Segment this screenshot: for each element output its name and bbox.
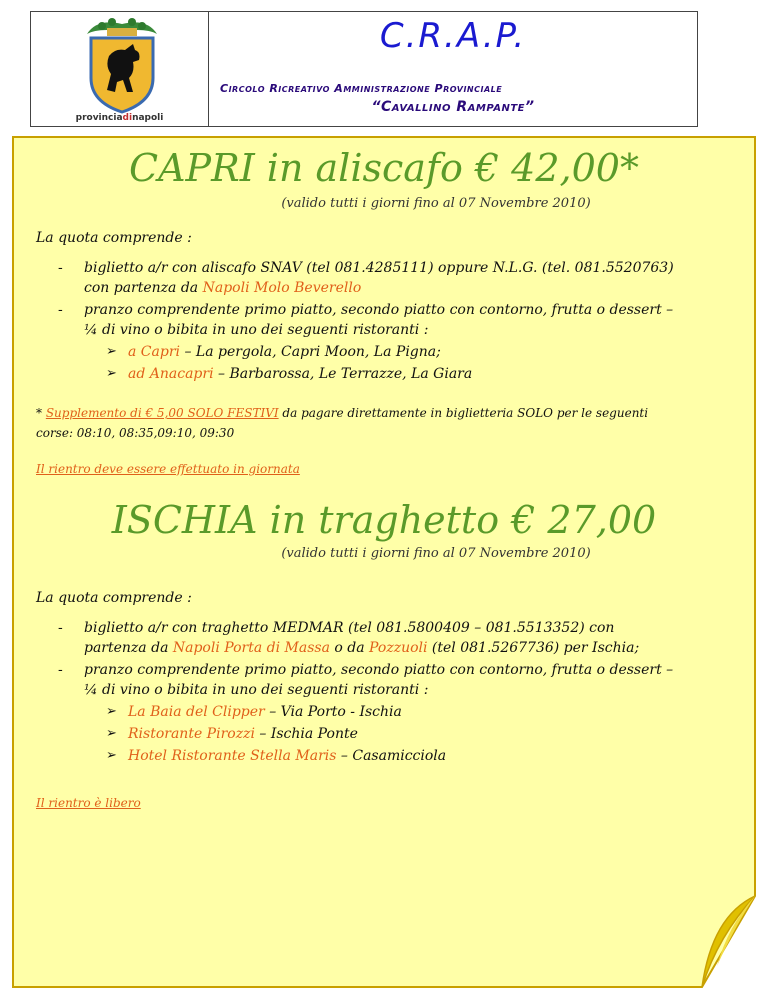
arrow-bullet-icon: ➢ bbox=[106, 704, 117, 719]
ischia-intro: La quota comprende : bbox=[36, 590, 192, 606]
dash-bullet: - bbox=[58, 620, 63, 636]
capri-item1-line2: con partenza da Napoli Molo Beverello bbox=[84, 280, 362, 296]
dash-bullet: - bbox=[58, 260, 63, 276]
note-content bbox=[12, 136, 756, 988]
capri-item2-line1: pranzo comprendente primo piatto, secondo piatto con contorno, frutta o dessert – bbox=[84, 302, 674, 318]
horse-crest-icon bbox=[77, 16, 167, 116]
ischia-title: ISCHIA in traghetto € 27,00 bbox=[111, 498, 657, 542]
capri-restaurant-1: a Capri – La pergola, Capri Moon, La Pigna; bbox=[128, 344, 441, 360]
ischia-restaurant-3: Hotel Ristorante Stella Maris – Casamicciola bbox=[128, 748, 447, 764]
capri-return-link[interactable]: Il rientro deve essere effettuato in giornata bbox=[36, 462, 300, 476]
capri-intro: La quota comprende : bbox=[36, 230, 192, 246]
header-box bbox=[30, 11, 698, 127]
ischia-item1-line2: partenza da Napoli Porta di Massa o da Pozzuoli (tel 081.5267736) per Ischia; bbox=[84, 640, 640, 656]
capri-item1-line1: biglietto a/r con aliscafo SNAV (tel 081.4285111) oppure N.L.G. (tel. 081.5520763) bbox=[84, 260, 674, 276]
ischia-item2-line1: pranzo comprendente primo piatto, secondo piatto con contorno, frutta o dessert – bbox=[84, 662, 674, 678]
capri-supplement-line2: corse: 08:10, 08:35,09:10, 09:30 bbox=[36, 426, 235, 440]
supplement-link[interactable]: Supplemento di € 5,00 SOLO FESTIVI bbox=[45, 406, 279, 420]
ischia-restaurant-2: Ristorante Pirozzi – Ischia Ponte bbox=[128, 726, 358, 742]
header-subtitle-2: “Cavallino Rampante” bbox=[371, 99, 535, 115]
ischia-restaurant-1: La Baia del Clipper – Via Porto - Ischia bbox=[128, 704, 402, 720]
logo-caption: provinciadinapoli bbox=[75, 113, 164, 123]
logo-cell bbox=[31, 12, 209, 126]
arrow-bullet-icon: ➢ bbox=[106, 726, 117, 741]
capri-validity: (valido tutti i giorni fino al 07 Novembre 2010) bbox=[281, 196, 591, 211]
dash-bullet: - bbox=[58, 662, 63, 678]
dash-bullet: - bbox=[58, 302, 63, 318]
ischia-return-link[interactable]: Il rientro è libero bbox=[36, 796, 141, 810]
capri-supplement: * Supplemento di € 5,00 SOLO FESTIVI da pagare direttamente in biglietteria SOLO per le seguenti bbox=[36, 406, 649, 420]
ischia-validity: (valido tutti i giorni fino al 07 Novembre 2010) bbox=[281, 546, 591, 561]
ischia-item2-line2: ¼ di vino o bibita in uno dei seguenti ristoranti : bbox=[84, 682, 429, 698]
arrow-bullet-icon: ➢ bbox=[106, 748, 117, 763]
ischia-item1-line1: biglietto a/r con traghetto MEDMAR (tel 081.5800409 – 081.5513352) con bbox=[84, 620, 615, 636]
capri-restaurant-2: ad Anacapri – Barbarossa, Le Terrazze, La Giara bbox=[128, 366, 473, 382]
arrow-bullet-icon: ➢ bbox=[106, 366, 117, 381]
capri-item2-line2: ¼ di vino o bibita in uno dei seguenti ristoranti : bbox=[84, 322, 429, 338]
page-title: C.R.A.P. bbox=[379, 16, 527, 56]
header-subtitle: Circolo Ricreativo Amministrazione Provinciale bbox=[220, 82, 503, 95]
arrow-bullet-icon: ➢ bbox=[106, 344, 117, 359]
capri-title: CAPRI in aliscafo € 42,00* bbox=[129, 146, 639, 190]
